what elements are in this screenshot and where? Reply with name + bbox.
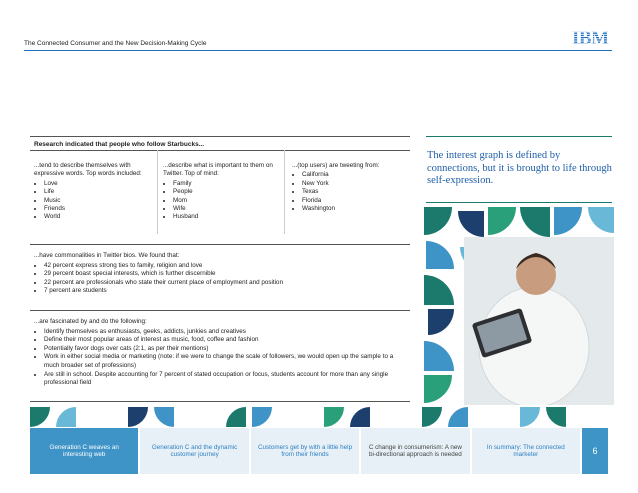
page-number: 6 <box>582 428 608 474</box>
list-item: • Identify themselves as enthusiasts, geeks, addicts, junkies and creatives <box>44 328 406 337</box>
header-rule <box>24 50 612 51</box>
list-item: • 22 percent are professionals who state their current place of employment and position <box>44 279 406 288</box>
fascinated-intro: ...are fascinated by and do the following: <box>34 318 147 325</box>
commonalities-block <box>34 252 406 296</box>
ibm-logo <box>572 28 612 51</box>
col3-intro: ...(top users) are tweeting from: <box>292 162 380 169</box>
list-item: • 7 percent are students <box>44 287 406 296</box>
quarter-shape <box>350 407 370 427</box>
column-separator <box>284 150 285 234</box>
svg-text:IBM: IBM <box>572 28 609 46</box>
quarter-shape <box>520 407 540 427</box>
quarter-shape <box>426 241 454 269</box>
rule-top <box>30 136 410 137</box>
column-self-description <box>34 162 154 222</box>
fascinated-block <box>34 318 406 388</box>
footer-item-c-change[interactable]: C change in consumerism: A new bi-directional approach is needed <box>361 428 469 474</box>
rule-mid-1 <box>30 244 410 245</box>
list-item: • Love <box>44 180 154 188</box>
quarter-shape <box>422 407 442 427</box>
list-item: • Music <box>44 197 154 205</box>
quote-rule-bottom <box>426 202 612 203</box>
quarter-shape <box>226 407 246 427</box>
col1-intro: ...tend to describe themselves with expressive words. Top words included: <box>34 162 142 178</box>
list-item: • Potentially favor dogs over cats (2:1, as per their mentions) <box>44 345 406 354</box>
list-item: • World <box>44 213 154 221</box>
quarter-shape <box>324 407 344 427</box>
list-item: • California <box>302 171 408 179</box>
quarter-shape <box>488 207 516 235</box>
quarter-shape <box>424 207 452 235</box>
rule-under-heading <box>30 150 410 151</box>
rule-bottom <box>30 401 410 402</box>
list-item: • Friends <box>44 205 154 213</box>
header-title: The Connected Consumer and the New Decision-Making Cycle <box>24 40 207 47</box>
col1-list <box>34 180 154 222</box>
list-item: • 42 percent express strong ties to family, religion and love <box>44 262 406 271</box>
quarter-shape <box>56 407 76 427</box>
col3-list <box>292 171 408 213</box>
list-item: • Mom <box>173 197 281 205</box>
footer-item-summary[interactable]: In summary: The connected marketer <box>472 428 580 474</box>
list-item: • Florida <box>302 197 408 205</box>
list-item: • Wife <box>173 205 281 213</box>
list-item: • Define their most popular areas of interest as music, food, coffee and fashion <box>44 336 406 345</box>
list-item: • Husband <box>173 213 281 221</box>
col2-list <box>163 180 281 222</box>
list-item: • Work in either social media or marketing (note: if we were to change the scale of followers, we would open up the sample to a much broader set of professions) <box>44 353 406 370</box>
quote-rule-top <box>426 136 612 137</box>
list-item: • 29 percent boast special interests, which is further discernible <box>44 270 406 279</box>
quarter-shape <box>428 309 454 335</box>
quarter-shape <box>588 207 614 233</box>
list-item: • Family <box>173 180 281 188</box>
quarter-shape <box>448 407 468 427</box>
list-item: • Life <box>44 188 154 196</box>
footer-item-customer-journey[interactable]: Generation C and the dynamic customer journey <box>140 428 248 474</box>
quarter-shape <box>554 207 582 235</box>
footer-item-generation-c-web[interactable]: Generation C weaves an interesting web <box>30 428 138 474</box>
rule-mid-2 <box>30 310 410 311</box>
list-item: • Texas <box>302 188 408 196</box>
pull-quote: The interest graph is defined by connections, but it is brought to life through self-expression. <box>427 150 612 186</box>
column-separator <box>157 150 158 234</box>
quarter-shape <box>520 207 550 237</box>
commonalities-intro: ...have commonalities in Twitter bios. We found that: <box>34 252 180 259</box>
quarter-shape <box>424 375 452 403</box>
photo-collage <box>424 207 614 410</box>
list-item: • Washington <box>302 205 408 213</box>
quarter-shape <box>546 407 566 427</box>
list-item: • People <box>173 188 281 196</box>
quarter-shape <box>458 211 484 237</box>
quarter-shape <box>154 407 174 427</box>
fascinated-list <box>34 328 406 388</box>
column-locations <box>292 162 408 213</box>
footer-item-friends[interactable]: Customers get by with a little help from their friends <box>251 428 359 474</box>
list-item: • New York <box>302 180 408 188</box>
list-item: • Are still in school. Despite accounting for 7 percent of stated occupation or focus, students account for more than any single professional field <box>44 371 406 388</box>
quarter-shape <box>30 407 50 427</box>
column-important <box>163 162 281 222</box>
quarter-shape <box>128 407 148 427</box>
research-heading: Research indicated that people who follow Starbucks... <box>34 141 205 148</box>
commonalities-list <box>34 262 406 296</box>
col2-intro: ...describe what is important to them on Twitter. Top of mind: <box>163 162 273 178</box>
quarter-shape <box>252 407 272 427</box>
quarter-shape <box>424 275 454 305</box>
quarter-shape <box>424 341 454 371</box>
footer-nav <box>30 428 608 474</box>
